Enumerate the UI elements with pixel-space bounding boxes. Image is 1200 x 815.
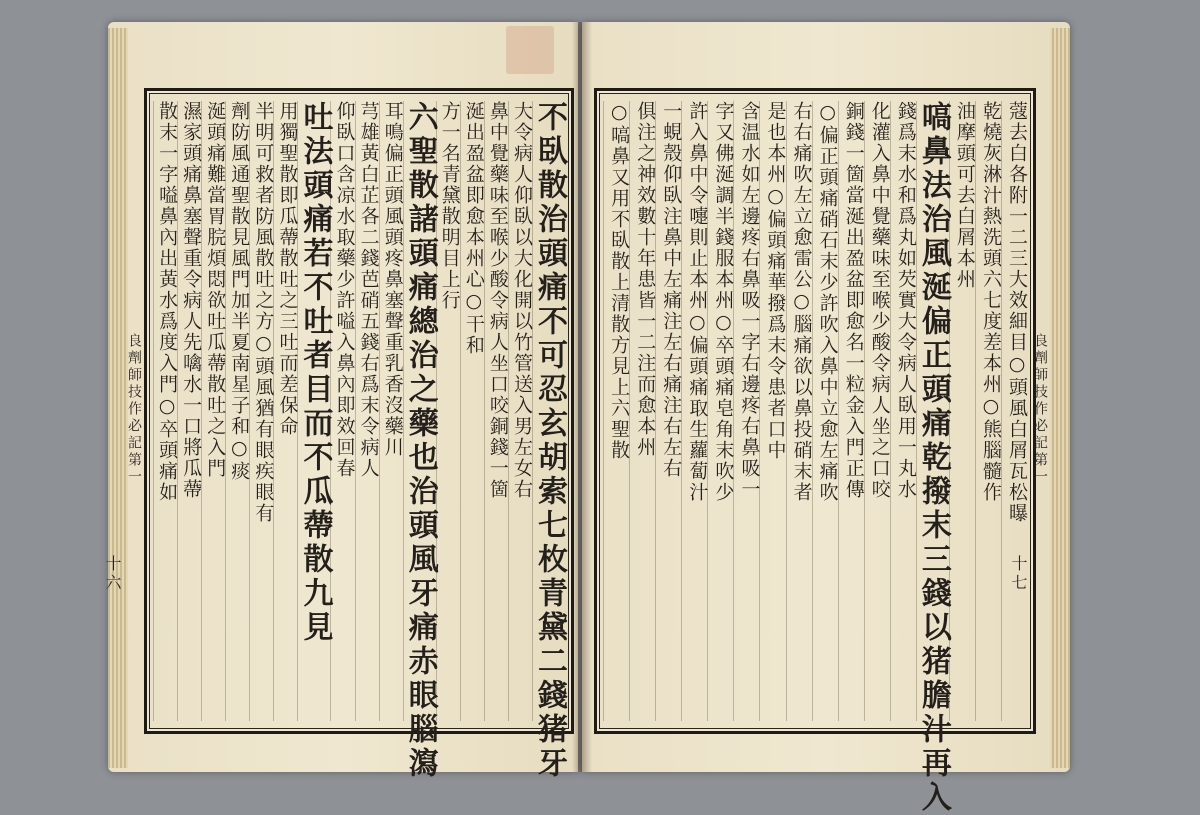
- left-columns: [153, 101, 567, 781]
- right-page-text-column: 銅錢一箇當涎出盈盆即愈名一粒金入門正傳: [838, 101, 864, 721]
- right-text-frame: [594, 88, 1036, 815]
- left-spine-text: 良劑師技作必記第一: [126, 332, 142, 486]
- left-page-text-column: 耳鳴偏正頭風頭疼鼻塞聲重乳香沒藥川: [379, 101, 403, 721]
- left-page: [103, 22, 578, 781]
- right-page-text-column: ○偏正頭痛硝石末少許吹入鼻中立愈左痛吹: [812, 101, 838, 721]
- right-page-text-column: 蔻去白各附一二三大效細目○頭風白屑瓦松曝: [1001, 101, 1027, 721]
- left-page-text-column: 用獨聖散即瓜蔕散吐之三吐而差保命: [273, 101, 297, 721]
- right-page-text-column: 乾燒灰淋汁熱洗頭六七度差本州○熊腦髓作: [975, 101, 1001, 721]
- left-page-text-column: 劑防風通聖散見風門加半夏南星子和○痰: [225, 101, 249, 721]
- right-page-text-column: 嗃鼻法治風涎偏正頭痛乾撥末三錢以猪膽汁再入: [915, 101, 951, 815]
- left-page-text-column: 鼻中覺藥味至喉少酸令病人坐口咬銅錢一箇: [484, 101, 508, 721]
- left-folio: 十六: [103, 555, 122, 593]
- left-text-frame: [144, 88, 574, 781]
- right-page: [582, 22, 1070, 815]
- left-page-text-column: 半明可救者防風散吐之方○頭風猶有眼疾眼有: [249, 101, 273, 721]
- left-page-text-column: 涎頭痛難當胃脘煩悶欲吐瓜蔕散吐之入門: [201, 101, 225, 721]
- left-page-text-column: 方一名青黛散明目上行: [436, 101, 460, 721]
- right-page-text-column: 化灌入鼻中覺藥味至喉少酸令病人坐之口咬: [864, 101, 890, 721]
- left-page-text-column: 仰臥口含凉水取藥少許嗌入鼻內即效回春: [330, 101, 354, 721]
- right-spine-text: 良劑師技作必記第一: [1032, 332, 1048, 486]
- left-page-text-column: 六聖散諸頭痛總治之藥也治頭風牙痛赤眼腦瀉: [402, 101, 438, 781]
- right-page-text-column: 油摩頭可去白屑本州: [949, 101, 975, 721]
- left-page-text-column: 濕家頭痛鼻塞聲重令病人先噙水一口將瓜蔕: [177, 101, 201, 721]
- page-edge-right: [1050, 28, 1070, 768]
- right-folio: 十七: [1009, 555, 1028, 593]
- right-page-text-column: 一蜆殼仰臥注鼻中左痛注左右痛注右左右: [655, 101, 681, 721]
- left-page-text-column: 不臥散治頭痛不可忍玄胡索七枚青黛二錢猪牙: [532, 101, 567, 781]
- right-columns: [603, 101, 1028, 815]
- left-page-text-column: 大令病人仰臥以大化開以竹管送入男左女右: [508, 101, 532, 721]
- right-page-text-column: 含温水如左邊疼右鼻吸一字右邊疼右鼻吸一: [733, 101, 759, 721]
- open-book: [103, 22, 1070, 815]
- left-page-text-column: 芎雄黃白芷各二錢芭硝五錢右爲末令病人: [355, 101, 379, 721]
- right-page-text-column: 俱注之神效數十年患皆一二注而愈本州: [629, 101, 655, 721]
- left-page-text-column: 涎出盈盆即愈本州心○干和: [460, 101, 484, 721]
- right-page-text-column: 錢爲末水和爲丸如芡實大令病人臥用一丸水: [890, 101, 916, 721]
- right-page-text-column: ○嗃鼻又用不臥散上清散方見上六聖散: [603, 101, 629, 721]
- right-page-text-column: 是也本州○偏頭痛華撥爲末令患者口中: [759, 101, 785, 721]
- right-page-text-column: 字又佛涎調半錢服本州○卒頭痛皂角末吹少: [707, 101, 733, 721]
- left-page-text-column: 散末一字嗌鼻內出黃水爲度入門○卒頭痛如: [153, 101, 177, 721]
- paper-slip: [506, 26, 554, 74]
- right-page-text-column: 許入鼻中令嚏則止本州○偏頭痛取生蘿蔔汁: [681, 101, 707, 721]
- left-spine-title: [103, 92, 144, 726]
- left-page-text-column: 吐法頭痛若不吐者目而不瓜蔕散九見: [297, 101, 330, 721]
- right-page-text-column: 右右痛吹左立愈雷公○腦痛欲以鼻投硝末者: [786, 101, 812, 721]
